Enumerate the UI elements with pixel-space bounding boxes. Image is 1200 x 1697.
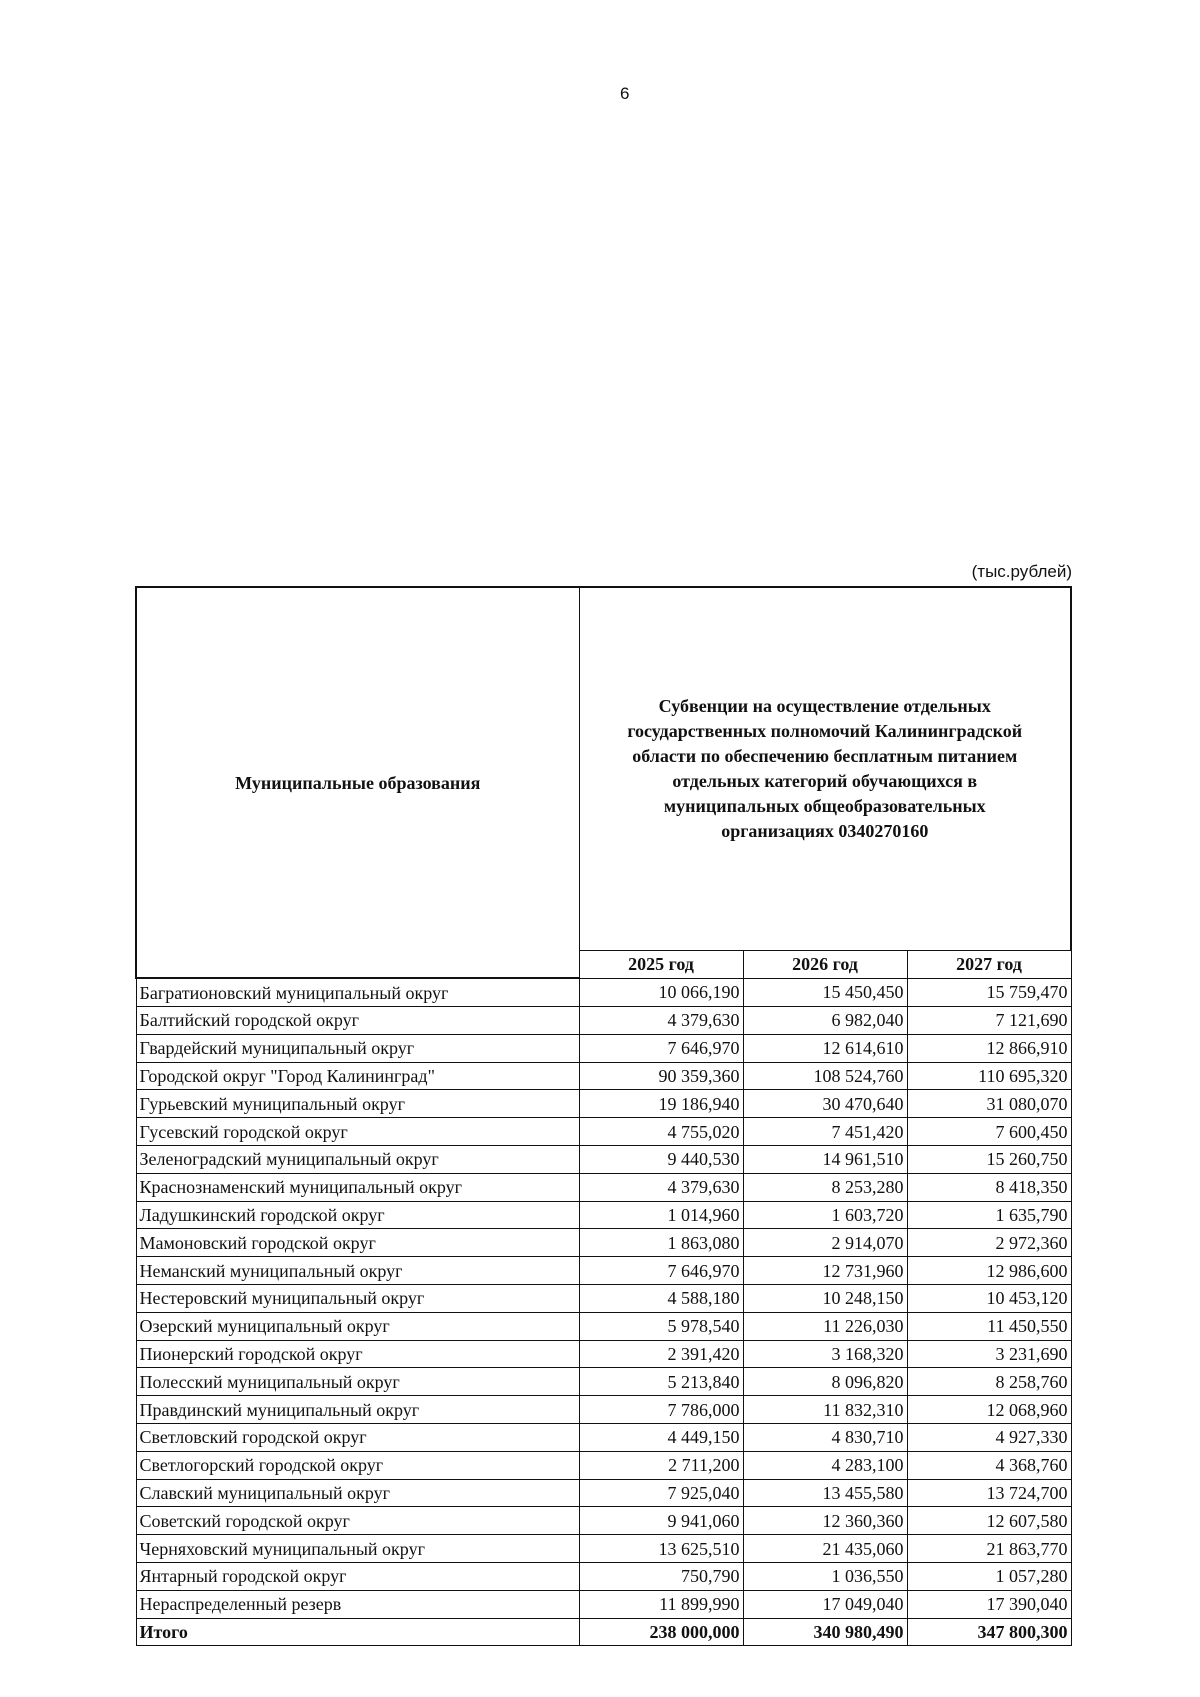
municipality-name: Краснознаменский муниципальный округ <box>136 1173 579 1201</box>
table-row <box>136 1146 1071 1174</box>
value-2026: 12 731,960 <box>743 1257 907 1285</box>
value-2026: 8 096,820 <box>743 1368 907 1396</box>
table-row <box>136 1285 1071 1313</box>
municipality-name: Светлогорский городской округ <box>136 1451 579 1479</box>
value-2025: 1 014,960 <box>579 1201 743 1229</box>
municipality-name: Балтийский городской округ <box>136 1007 579 1035</box>
year-header-2027: 2027 год <box>907 951 1071 979</box>
value-2025: 4 449,150 <box>579 1424 743 1452</box>
value-2025: 11 899,990 <box>579 1590 743 1618</box>
table-row <box>136 1007 1071 1035</box>
table-row <box>136 1201 1071 1229</box>
table-row <box>136 1340 1071 1368</box>
year-header-2025: 2025 год <box>579 951 743 979</box>
value-2025: 4 379,630 <box>579 1173 743 1201</box>
value-2027: 8 258,760 <box>907 1368 1071 1396</box>
value-2027: 4 927,330 <box>907 1424 1071 1452</box>
value-2025: 7 646,970 <box>579 1034 743 1062</box>
value-2026: 1 036,550 <box>743 1563 907 1591</box>
units-note: (тыс.рублей) <box>971 562 1072 581</box>
value-2027: 12 986,600 <box>907 1257 1071 1285</box>
value-2026: 4 283,100 <box>743 1451 907 1479</box>
municipality-name: Озерский муниципальный округ <box>136 1312 579 1340</box>
value-2027: 1 057,280 <box>907 1563 1071 1591</box>
value-2025: 2 711,200 <box>579 1451 743 1479</box>
value-2026: 14 961,510 <box>743 1146 907 1174</box>
municipality-name: Гвардейский муниципальный округ <box>136 1034 579 1062</box>
municipality-name: Советский городской округ <box>136 1507 579 1535</box>
table-row <box>136 1090 1071 1118</box>
table-row <box>136 1451 1071 1479</box>
value-2026: 30 470,640 <box>743 1090 907 1118</box>
value-2025: 7 786,000 <box>579 1396 743 1424</box>
value-2027: 15 759,470 <box>907 978 1071 1006</box>
value-2026: 17 049,040 <box>743 1590 907 1618</box>
value-2027: 7 121,690 <box>907 1007 1071 1035</box>
value-2026: 13 455,580 <box>743 1479 907 1507</box>
municipality-name: Черняховский муниципальный округ <box>136 1535 579 1563</box>
municipality-name: Городской округ "Город Калининград" <box>136 1062 579 1090</box>
municipality-name: Славский муниципальный округ <box>136 1479 579 1507</box>
value-2027: 31 080,070 <box>907 1090 1071 1118</box>
table-row <box>136 1590 1071 1618</box>
value-2027: 11 450,550 <box>907 1312 1071 1340</box>
total-2025: 238 000,000 <box>579 1618 743 1646</box>
value-2027: 17 390,040 <box>907 1590 1071 1618</box>
table-body <box>136 978 1071 1618</box>
value-2027: 3 231,690 <box>907 1340 1071 1368</box>
value-2026: 6 982,040 <box>743 1007 907 1035</box>
municipality-name: Багратионовский муниципальный округ <box>136 978 579 1006</box>
value-2026: 7 451,420 <box>743 1118 907 1146</box>
value-2025: 2 391,420 <box>579 1340 743 1368</box>
value-2025: 5 213,840 <box>579 1368 743 1396</box>
year-header-2026: 2026 год <box>743 951 907 979</box>
value-2027: 12 068,960 <box>907 1396 1071 1424</box>
value-2026: 12 360,360 <box>743 1507 907 1535</box>
table-row <box>136 1479 1071 1507</box>
value-2027: 2 972,360 <box>907 1229 1071 1257</box>
value-2025: 750,790 <box>579 1563 743 1591</box>
value-2026: 2 914,070 <box>743 1229 907 1257</box>
table-row <box>136 1034 1071 1062</box>
value-2027: 12 607,580 <box>907 1507 1071 1535</box>
municipality-name: Мамоновский городской округ <box>136 1229 579 1257</box>
municipality-name: Нераспределенный резерв <box>136 1590 579 1618</box>
table-row <box>136 1535 1071 1563</box>
value-2027: 8 418,350 <box>907 1173 1071 1201</box>
municipality-name: Зеленоградский муниципальный округ <box>136 1146 579 1174</box>
municipality-name: Нестеровский муниципальный округ <box>136 1285 579 1313</box>
value-2027: 110 695,320 <box>907 1062 1071 1090</box>
value-2025: 7 646,970 <box>579 1257 743 1285</box>
municipality-name: Ладушкинский городской округ <box>136 1201 579 1229</box>
value-2025: 4 755,020 <box>579 1118 743 1146</box>
value-2027: 7 600,450 <box>907 1118 1071 1146</box>
value-2026: 4 830,710 <box>743 1424 907 1452</box>
value-2025: 4 588,180 <box>579 1285 743 1313</box>
value-2027: 15 260,750 <box>907 1146 1071 1174</box>
municipality-name: Янтарный городской округ <box>136 1563 579 1591</box>
table-row <box>136 1229 1071 1257</box>
page-number: 6 <box>620 84 630 103</box>
table-row <box>136 1062 1071 1090</box>
value-2026: 3 168,320 <box>743 1340 907 1368</box>
table-row <box>136 1118 1071 1146</box>
table-row <box>136 1173 1071 1201</box>
subsidy-column-header: Субвенции на осуществление отдельных государственных полномочий Калининградской области по обеспечению бесплатным питанием отдельных категорий обучающихся в муниципальных общеобразовательных организациях 0340270160 <box>579 587 1071 951</box>
value-2027: 4 368,760 <box>907 1451 1071 1479</box>
municipality-name: Светловский городской округ <box>136 1424 579 1452</box>
municipality-name: Гурьевский муниципальный округ <box>136 1090 579 1118</box>
table-row <box>136 1563 1071 1591</box>
value-2025: 7 925,040 <box>579 1479 743 1507</box>
value-2025: 9 941,060 <box>579 1507 743 1535</box>
municipality-name: Правдинский муниципальный округ <box>136 1396 579 1424</box>
value-2026: 12 614,610 <box>743 1034 907 1062</box>
value-2025: 4 379,630 <box>579 1007 743 1035</box>
table-row <box>136 1507 1071 1535</box>
value-2027: 10 453,120 <box>907 1285 1071 1313</box>
table-row <box>136 1257 1071 1285</box>
value-2026: 10 248,150 <box>743 1285 907 1313</box>
value-2027: 1 635,790 <box>907 1201 1071 1229</box>
value-2027: 13 724,700 <box>907 1479 1071 1507</box>
table-row <box>136 978 1071 1006</box>
total-2026: 340 980,490 <box>743 1618 907 1646</box>
municipality-name: Гусевский городской округ <box>136 1118 579 1146</box>
table-row <box>136 1424 1071 1452</box>
municipality-name: Полесский муниципальный округ <box>136 1368 579 1396</box>
value-2025: 13 625,510 <box>579 1535 743 1563</box>
value-2027: 21 863,770 <box>907 1535 1071 1563</box>
value-2025: 1 863,080 <box>579 1229 743 1257</box>
value-2026: 11 832,310 <box>743 1396 907 1424</box>
value-2025: 10 066,190 <box>579 978 743 1006</box>
municipality-name: Пионерский городской округ <box>136 1340 579 1368</box>
value-2026: 15 450,450 <box>743 978 907 1006</box>
total-2027: 347 800,300 <box>907 1618 1071 1646</box>
value-2026: 8 253,280 <box>743 1173 907 1201</box>
total-row <box>136 1618 1071 1646</box>
value-2026: 108 524,760 <box>743 1062 907 1090</box>
value-2025: 5 978,540 <box>579 1312 743 1340</box>
subsidy-table <box>135 586 1072 1646</box>
table-row <box>136 1368 1071 1396</box>
table-row <box>136 1312 1071 1340</box>
total-label: Итого <box>136 1618 579 1646</box>
value-2026: 1 603,720 <box>743 1201 907 1229</box>
value-2025: 90 359,360 <box>579 1062 743 1090</box>
municipality-name: Неманский муниципальный округ <box>136 1257 579 1285</box>
value-2026: 21 435,060 <box>743 1535 907 1563</box>
municipality-column-header: Муниципальные образования <box>136 587 579 978</box>
value-2025: 19 186,940 <box>579 1090 743 1118</box>
value-2027: 12 866,910 <box>907 1034 1071 1062</box>
table-row <box>136 1396 1071 1424</box>
value-2026: 11 226,030 <box>743 1312 907 1340</box>
value-2025: 9 440,530 <box>579 1146 743 1174</box>
